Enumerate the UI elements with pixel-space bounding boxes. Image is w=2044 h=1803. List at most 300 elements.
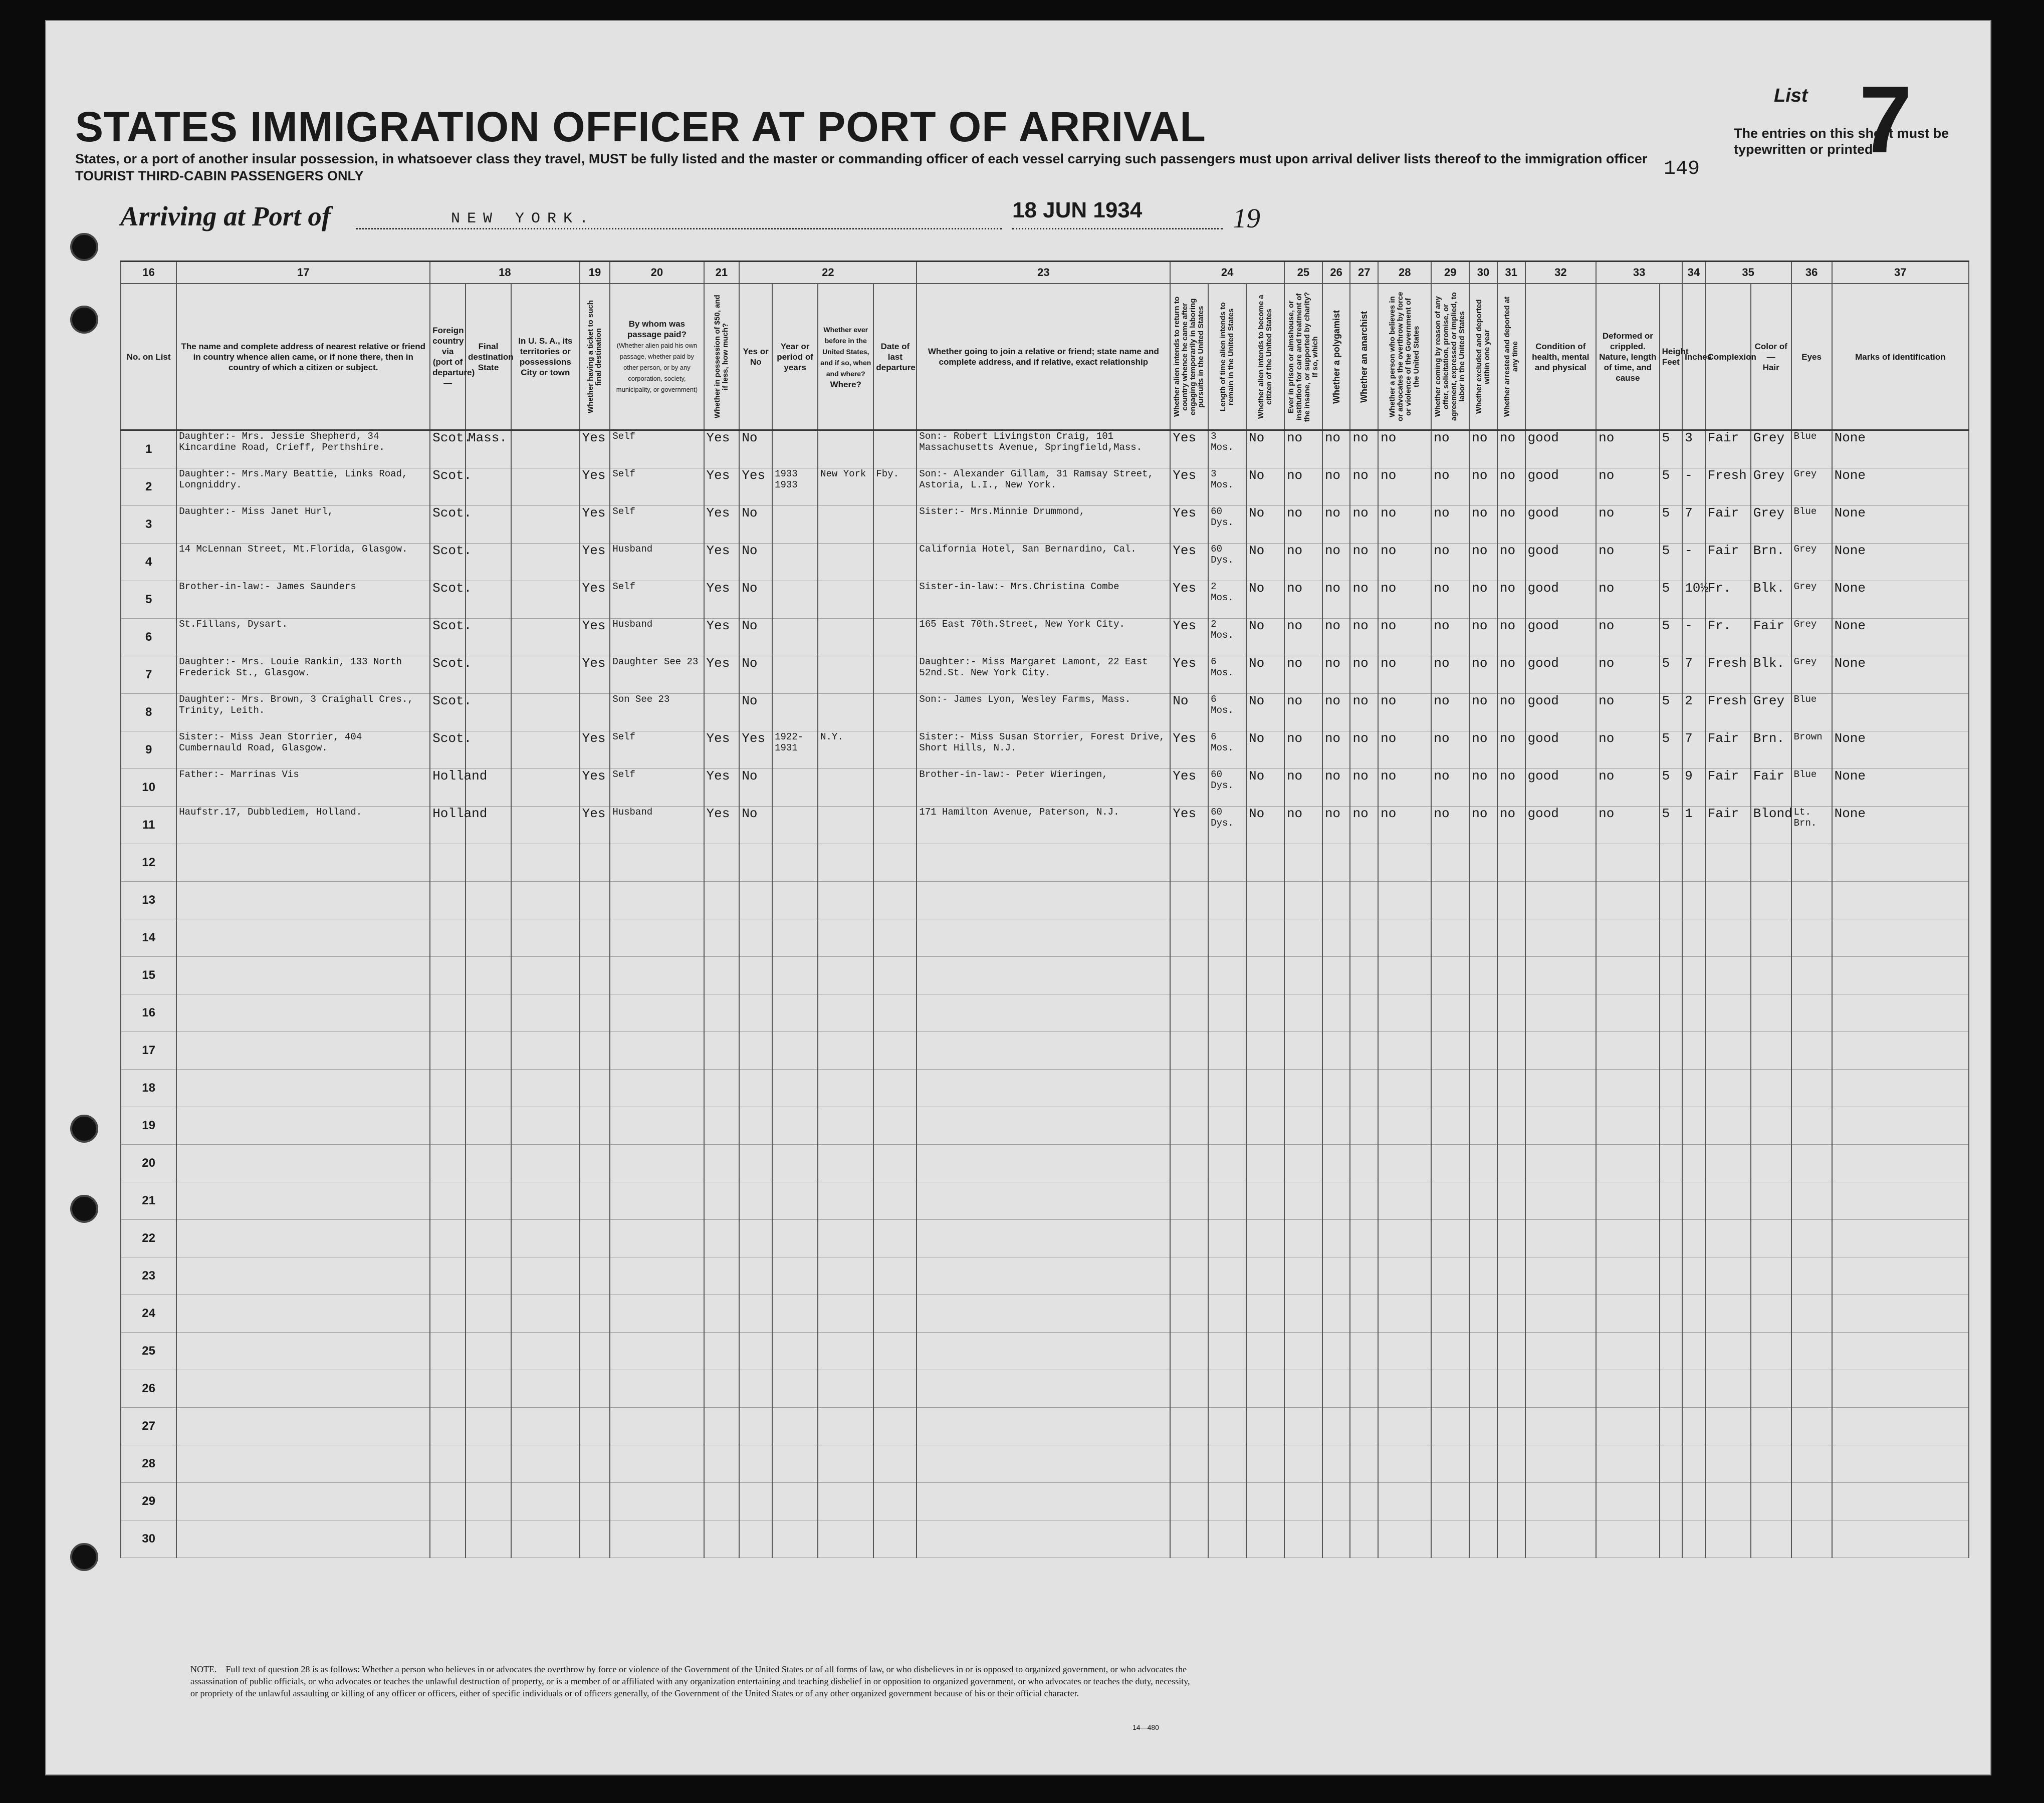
cell-empty — [818, 1257, 873, 1295]
cell-empty — [917, 882, 1170, 919]
cell-empty — [704, 1220, 740, 1257]
cell-joining-relative: Sister:- Miss Susan Storrier, Forest Drive, Short Hills, N.J. — [917, 731, 1170, 769]
cell-empty — [739, 1370, 772, 1408]
header-height-inches — [1682, 284, 1712, 430]
cell-empty — [1208, 1070, 1246, 1107]
cell-destination-city — [511, 581, 580, 619]
cell-ticket — [580, 694, 610, 731]
cell-arrested: no — [1497, 769, 1525, 807]
cell-empty — [1322, 1295, 1350, 1333]
cell-empty — [873, 1370, 917, 1408]
cell-empty — [466, 1520, 511, 1558]
cell-empty — [610, 1370, 704, 1408]
cell-ticket: Yes — [580, 619, 610, 656]
cell-prison: no — [1284, 731, 1322, 769]
cell-labor-offer: no — [1431, 506, 1469, 544]
cell-before-departure — [873, 807, 917, 844]
cell-polygamist: no — [1322, 694, 1350, 731]
cell-empty — [466, 957, 511, 994]
cell-purpose-return: Yes — [1170, 807, 1208, 844]
cell-empty — [466, 1408, 511, 1445]
header-before-departure-text: Date of last departure — [876, 341, 916, 372]
cell-empty — [176, 882, 430, 919]
cell-empty — [1791, 1032, 1832, 1070]
cell-empty — [466, 1070, 511, 1107]
cell-empty — [1350, 957, 1378, 994]
cell-empty — [873, 1257, 917, 1295]
cell-empty — [1208, 1370, 1246, 1408]
cell-empty — [1751, 844, 1791, 882]
cell-overthrow: no — [1378, 731, 1431, 769]
cell-empty — [1525, 919, 1597, 957]
cell-empty — [739, 1483, 772, 1520]
cell-overthrow: no — [1378, 769, 1431, 807]
cell-empty — [1705, 1483, 1751, 1520]
cell-identification-marks: None — [1832, 807, 1969, 844]
cell-health: good — [1525, 694, 1597, 731]
cell-prison: no — [1284, 807, 1322, 844]
cell-empty — [511, 1107, 580, 1145]
cell-empty — [1525, 957, 1597, 994]
cell-destination-city — [511, 430, 580, 468]
cell-empty — [739, 1445, 772, 1483]
cell-anarchist: no — [1350, 694, 1378, 731]
empty-row — [121, 844, 1969, 882]
cell-height-feet: 5 — [1660, 430, 1683, 468]
cell-health: good — [1525, 506, 1597, 544]
manifest-table — [120, 261, 1969, 1558]
cell-identification-marks: None — [1832, 544, 1969, 581]
header-purpose-length — [1208, 284, 1246, 430]
cell-empty — [1322, 844, 1350, 882]
cell-before-period — [772, 581, 818, 619]
cell-relative-address: Daughter:- Mrs. Jessie Shepherd, 34 Kincardine Road, Crieff, Perthshire. — [176, 430, 430, 468]
cell-empty — [1660, 994, 1683, 1032]
cell-empty — [1284, 882, 1322, 919]
cell-joining-relative: 171 Hamilton Avenue, Paterson, N.J. — [917, 807, 1170, 844]
cell-empty — [1525, 1257, 1597, 1295]
cell-empty — [1682, 957, 1705, 994]
cell-empty — [466, 1370, 511, 1408]
cell-empty — [610, 1182, 704, 1220]
cell-purpose-length: 3 Mos. — [1208, 430, 1246, 468]
cell-hair-color: Fair — [1751, 769, 1791, 807]
cell-height-inches: - — [1682, 619, 1705, 656]
cell-empty — [580, 1520, 610, 1558]
cell-before-where — [818, 807, 873, 844]
cell-empty — [818, 1032, 873, 1070]
cell-destination-city — [511, 468, 580, 506]
cell-purpose-length: 3 Mos. — [1208, 468, 1246, 506]
column-number: 27 — [1350, 262, 1378, 284]
cell-destination-state — [466, 544, 511, 581]
cell-destination-city — [511, 544, 580, 581]
cell-height-feet: 5 — [1660, 581, 1683, 619]
cell-passage-paid-by: Husband — [610, 544, 704, 581]
cell-empty — [1322, 957, 1350, 994]
cell-empty — [1322, 1520, 1350, 1558]
cell-empty — [772, 1408, 818, 1445]
cell-empty — [511, 1182, 580, 1220]
cell-labor-offer: no — [1431, 807, 1469, 844]
cell-destination-state — [466, 468, 511, 506]
cell-empty — [873, 882, 917, 919]
cell-empty — [1832, 1483, 1969, 1520]
cell-empty — [1596, 1370, 1659, 1408]
cell-empty — [511, 919, 580, 957]
cell-height-feet: 5 — [1660, 807, 1683, 844]
cell-row-number: 23 — [121, 1257, 176, 1295]
cell-destination-state — [466, 694, 511, 731]
cell-joining-relative: Sister-in-law:- Mrs.Christina Combe — [917, 581, 1170, 619]
cell-empty — [1705, 994, 1751, 1032]
cell-excluded: no — [1469, 694, 1497, 731]
cell-before-departure — [873, 506, 917, 544]
cell-empty — [430, 882, 466, 919]
header-feet: Feet — [1662, 357, 1680, 367]
cell-money-50: Yes — [704, 731, 740, 769]
cell-empty — [1682, 1333, 1705, 1370]
cell-joining-relative: Sister:- Mrs.Minnie Drummond, — [917, 506, 1170, 544]
header-color-of: Color of— — [1754, 341, 1787, 362]
cell-empty — [176, 1370, 430, 1408]
cell-eye-color: Blue — [1791, 694, 1832, 731]
footer-note: NOTE.—Full text of question 28 is as follows: Whether a person who believes in or advocates the overthrow by force or violence of the Government of the United States or of all forms of law, or who disbelieves in or is opposed to organized government, or who advocates the assassination of public officials, or who advocates or teaches the unlawful destruction of property, or is a member of or affiliated with any organization entertaining and teaching disbelief in or opposition to organized government, or who advocates or teaches the duty, necessity, or propriety of the unlawful assaulting or killing of any officer or officers, either of specific individuals or of officers generally, of the Government of the United States or of any other organized government because of his or their official character. — [190, 1664, 1190, 1698]
cell-polygamist: no — [1322, 769, 1350, 807]
cell-empty — [1705, 957, 1751, 994]
cell-empty — [1682, 844, 1705, 882]
cell-ticket: Yes — [580, 769, 610, 807]
header-polygamist-text: Whether a polygamist — [1331, 310, 1341, 404]
cell-empty — [1660, 1145, 1683, 1182]
cell-empty — [511, 1408, 580, 1445]
cell-complexion: Fresh — [1705, 694, 1751, 731]
cell-empty — [1208, 919, 1246, 957]
cell-money-50: Yes — [704, 769, 740, 807]
cell-deformed: no — [1596, 430, 1659, 468]
cell-empty — [1525, 882, 1597, 919]
cell-empty — [1208, 1295, 1246, 1333]
header-polygamist — [1322, 284, 1350, 430]
cell-empty — [1682, 1370, 1705, 1408]
cell-empty — [917, 1295, 1170, 1333]
cell-empty — [430, 1445, 466, 1483]
list-note: The entries on this sheet must be typewritten or printed — [1734, 126, 1949, 157]
empty-row — [121, 1333, 1969, 1370]
cell-empty — [818, 1182, 873, 1220]
cell-empty — [772, 882, 818, 919]
cell-identification-marks: None — [1832, 619, 1969, 656]
cell-foreign-country: Scot. — [430, 544, 466, 581]
cell-empty — [1525, 1520, 1597, 1558]
empty-row — [121, 919, 1969, 957]
column-number: 22 — [739, 262, 917, 284]
cell-anarchist: no — [1350, 430, 1378, 468]
cell-empty — [1832, 1107, 1969, 1145]
cell-before-where — [818, 544, 873, 581]
cell-empty — [1208, 1032, 1246, 1070]
cell-empty — [1208, 957, 1246, 994]
cell-empty — [1208, 1107, 1246, 1145]
cell-anarchist: no — [1350, 544, 1378, 581]
cell-empty — [610, 994, 704, 1032]
cell-purpose-return: Yes — [1170, 506, 1208, 544]
cell-empty — [1660, 1483, 1683, 1520]
cell-empty — [1350, 1107, 1378, 1145]
cell-arrested: no — [1497, 506, 1525, 544]
cell-row-number: 2 — [121, 468, 176, 506]
cell-empty — [610, 1483, 704, 1520]
cell-empty — [1469, 1257, 1497, 1295]
cell-complexion: Fair — [1705, 430, 1751, 468]
cell-purpose-length: 60 Dys. — [1208, 769, 1246, 807]
cell-overthrow: no — [1378, 694, 1431, 731]
cell-empty — [1682, 919, 1705, 957]
cell-empty — [873, 1408, 917, 1445]
cell-purpose-return: Yes — [1170, 581, 1208, 619]
arrival-line — [120, 200, 1273, 240]
empty-row — [121, 1107, 1969, 1145]
header-arrested-text: Whether arrested and deported at any time — [1502, 296, 1519, 417]
cell-empty — [1469, 994, 1497, 1032]
cell-anarchist: no — [1350, 581, 1378, 619]
cell-anarchist: no — [1350, 506, 1378, 544]
header-foreign-country — [430, 284, 475, 430]
cell-empty — [1284, 1370, 1322, 1408]
cell-before-departure — [873, 430, 917, 468]
passenger-row — [121, 769, 1969, 807]
punch-hole — [70, 306, 98, 334]
cell-empty — [1431, 1445, 1469, 1483]
cell-anarchist: no — [1350, 731, 1378, 769]
cell-labor-offer: no — [1431, 468, 1469, 506]
cell-health: good — [1525, 656, 1597, 694]
cell-empty — [704, 919, 740, 957]
cell-empty — [1660, 1370, 1683, 1408]
cell-empty — [1791, 844, 1832, 882]
header-before-group: Whether ever before in the United States, and if so, when and where? — [820, 325, 871, 378]
cell-empty — [1284, 1520, 1322, 1558]
cell-empty — [873, 1483, 917, 1520]
cell-empty — [466, 1032, 511, 1070]
header-before-period-text: Year or period of years — [777, 341, 813, 372]
passenger-row — [121, 430, 1969, 468]
cell-empty — [917, 1370, 1170, 1408]
column-number: 33 — [1596, 262, 1682, 284]
cell-empty — [176, 919, 430, 957]
cell-identification-marks: None — [1832, 769, 1969, 807]
cell-joining-relative: 165 East 70th.Street, New York City. — [917, 619, 1170, 656]
cell-empty — [1791, 1295, 1832, 1333]
cell-empty — [704, 1182, 740, 1220]
header-offer-text: Whether coming by reason of any offer, solicitation, promise, or agreement, expressed or implied, to labor in the United States — [1434, 292, 1467, 421]
cell-purpose-citizen: No — [1246, 430, 1284, 468]
cell-empty — [580, 1182, 610, 1220]
cell-empty — [1431, 1070, 1469, 1107]
cell-empty — [917, 957, 1170, 994]
cell-before-period — [772, 544, 818, 581]
cell-empty — [917, 1408, 1170, 1445]
cell-complexion: Fresh — [1705, 656, 1751, 694]
cell-empty — [1322, 1333, 1350, 1370]
cell-relative-address: Brother-in-law:- James Saunders — [176, 581, 430, 619]
cell-empty — [1751, 957, 1791, 994]
cell-empty — [610, 882, 704, 919]
cell-empty — [772, 1295, 818, 1333]
cell-empty — [1832, 957, 1969, 994]
cell-excluded: no — [1469, 544, 1497, 581]
cell-empty — [1350, 1408, 1378, 1445]
column-number: 29 — [1431, 262, 1469, 284]
cell-empty — [772, 844, 818, 882]
cell-empty — [1378, 1445, 1431, 1483]
cell-empty — [818, 1483, 873, 1520]
cell-empty — [1246, 1445, 1284, 1483]
cell-purpose-citizen: No — [1246, 694, 1284, 731]
cell-empty — [917, 1483, 1170, 1520]
empty-row — [121, 1520, 1969, 1558]
cell-before-period — [772, 807, 818, 844]
cell-empty — [1751, 1408, 1791, 1445]
cell-been-before: No — [739, 807, 772, 844]
cell-empty — [580, 919, 610, 957]
cell-before-period — [772, 506, 818, 544]
cell-relative-address: St.Fillans, Dysart. — [176, 619, 430, 656]
cell-empty — [511, 1483, 580, 1520]
cell-empty — [818, 919, 873, 957]
header-money-text: Whether in possession of $50, and if less, how much? — [713, 295, 730, 419]
cell-empty — [1208, 1520, 1246, 1558]
cell-empty — [1660, 882, 1683, 919]
cell-empty — [1751, 1220, 1791, 1257]
header-purpose-length-text: Length of time alien intends to remain in the United States — [1219, 302, 1236, 411]
cell-height-inches: 9 — [1682, 769, 1705, 807]
cell-excluded: no — [1469, 430, 1497, 468]
cell-joining-relative: Daughter:- Miss Margaret Lamont, 22 East 52nd.St. New York City. — [917, 656, 1170, 694]
cell-empty — [1596, 957, 1659, 994]
cell-empty — [1832, 1520, 1969, 1558]
list-number: 7 — [1859, 67, 1912, 173]
cell-empty — [873, 1070, 917, 1107]
cell-empty — [1246, 1520, 1284, 1558]
cell-empty — [1322, 1483, 1350, 1520]
header-prison-text: Ever in prison or almshouse, or institution for care and treatment of the insane, or supported by charity? If so, which — [1286, 292, 1319, 422]
cell-empty — [1497, 1295, 1525, 1333]
cell-deformed: no — [1596, 807, 1659, 844]
column-number: 17 — [176, 262, 430, 284]
cell-eye-color: Blue — [1791, 430, 1832, 468]
cell-overthrow: no — [1378, 430, 1431, 468]
cell-empty — [1832, 1145, 1969, 1182]
cell-empty — [1350, 1370, 1378, 1408]
cell-empty — [917, 1145, 1170, 1182]
cell-before-where — [818, 694, 873, 731]
cell-empty — [772, 994, 818, 1032]
cell-empty — [1170, 957, 1208, 994]
arrival-date-stamp: 18 JUN 1934 — [1012, 198, 1143, 222]
cell-empty — [1525, 1370, 1597, 1408]
cell-overthrow: no — [1378, 581, 1431, 619]
cell-complexion: Fair — [1705, 769, 1751, 807]
cell-purpose-length: 60 Dys. — [1208, 807, 1246, 844]
cell-empty — [430, 1333, 466, 1370]
cell-empty — [1751, 1070, 1791, 1107]
column-number: 34 — [1682, 262, 1705, 284]
cell-arrested: no — [1497, 694, 1525, 731]
cell-height-feet: 5 — [1660, 619, 1683, 656]
cell-destination-city — [511, 656, 580, 694]
cell-height-inches: 7 — [1682, 656, 1705, 694]
cell-empty — [818, 1370, 873, 1408]
cell-empty — [1284, 1070, 1322, 1107]
cell-deformed: no — [1596, 769, 1659, 807]
cell-empty — [1246, 1333, 1284, 1370]
cell-empty — [772, 919, 818, 957]
cell-empty — [580, 844, 610, 882]
cell-empty — [818, 1520, 873, 1558]
cell-empty — [511, 1520, 580, 1558]
cell-height-feet: 5 — [1660, 769, 1683, 807]
cell-empty — [1246, 1220, 1284, 1257]
cell-empty — [580, 1483, 610, 1520]
cell-complexion: Fair — [1705, 506, 1751, 544]
cell-empty — [1751, 1032, 1791, 1070]
cell-empty — [1378, 1107, 1431, 1145]
cell-empty — [466, 1220, 511, 1257]
empty-row — [121, 1220, 1969, 1257]
cell-foreign-country: Holland — [430, 769, 466, 807]
cell-height-inches: - — [1682, 468, 1705, 506]
cell-empty — [1284, 1333, 1322, 1370]
cell-empty — [1682, 1520, 1705, 1558]
cell-empty — [1660, 1220, 1683, 1257]
cell-empty — [1705, 1145, 1751, 1182]
cell-empty — [1469, 1483, 1497, 1520]
cell-height-inches: 7 — [1682, 731, 1705, 769]
cell-empty — [1525, 1408, 1597, 1445]
empty-row — [121, 1445, 1969, 1483]
cell-empty — [739, 1257, 772, 1295]
cell-row-number: 19 — [121, 1107, 176, 1145]
cell-empty — [1751, 994, 1791, 1032]
cell-labor-offer: no — [1431, 581, 1469, 619]
cell-empty — [1682, 1182, 1705, 1220]
header-nearest-relative: The name and complete address of nearest relative or friend in country whence alien came, or if none there, then in country of which a citizen or subject. — [176, 284, 430, 430]
cell-destination-state: Mass. — [466, 430, 511, 468]
cell-empty — [1525, 1220, 1597, 1257]
column-number: 32 — [1525, 262, 1597, 284]
cell-empty — [1832, 1295, 1969, 1333]
cell-empty — [1660, 1408, 1683, 1445]
cell-empty — [1596, 1483, 1659, 1520]
cell-row-number: 24 — [121, 1295, 176, 1333]
cell-empty — [1431, 1483, 1469, 1520]
cell-empty — [1596, 1107, 1659, 1145]
cell-purpose-citizen: No — [1246, 619, 1284, 656]
empty-row — [121, 1295, 1969, 1333]
cell-empty — [511, 882, 580, 919]
header-anarchist-text: Whether an anarchist — [1359, 311, 1370, 403]
punch-hole — [70, 1115, 98, 1143]
cell-empty — [1431, 1408, 1469, 1445]
cell-empty — [1791, 919, 1832, 957]
cell-foreign-country: Scot. — [430, 506, 466, 544]
cell-empty — [511, 1220, 580, 1257]
cell-empty — [1431, 882, 1469, 919]
cell-empty — [1322, 1145, 1350, 1182]
cell-empty — [917, 844, 1170, 882]
cell-empty — [1660, 1520, 1683, 1558]
